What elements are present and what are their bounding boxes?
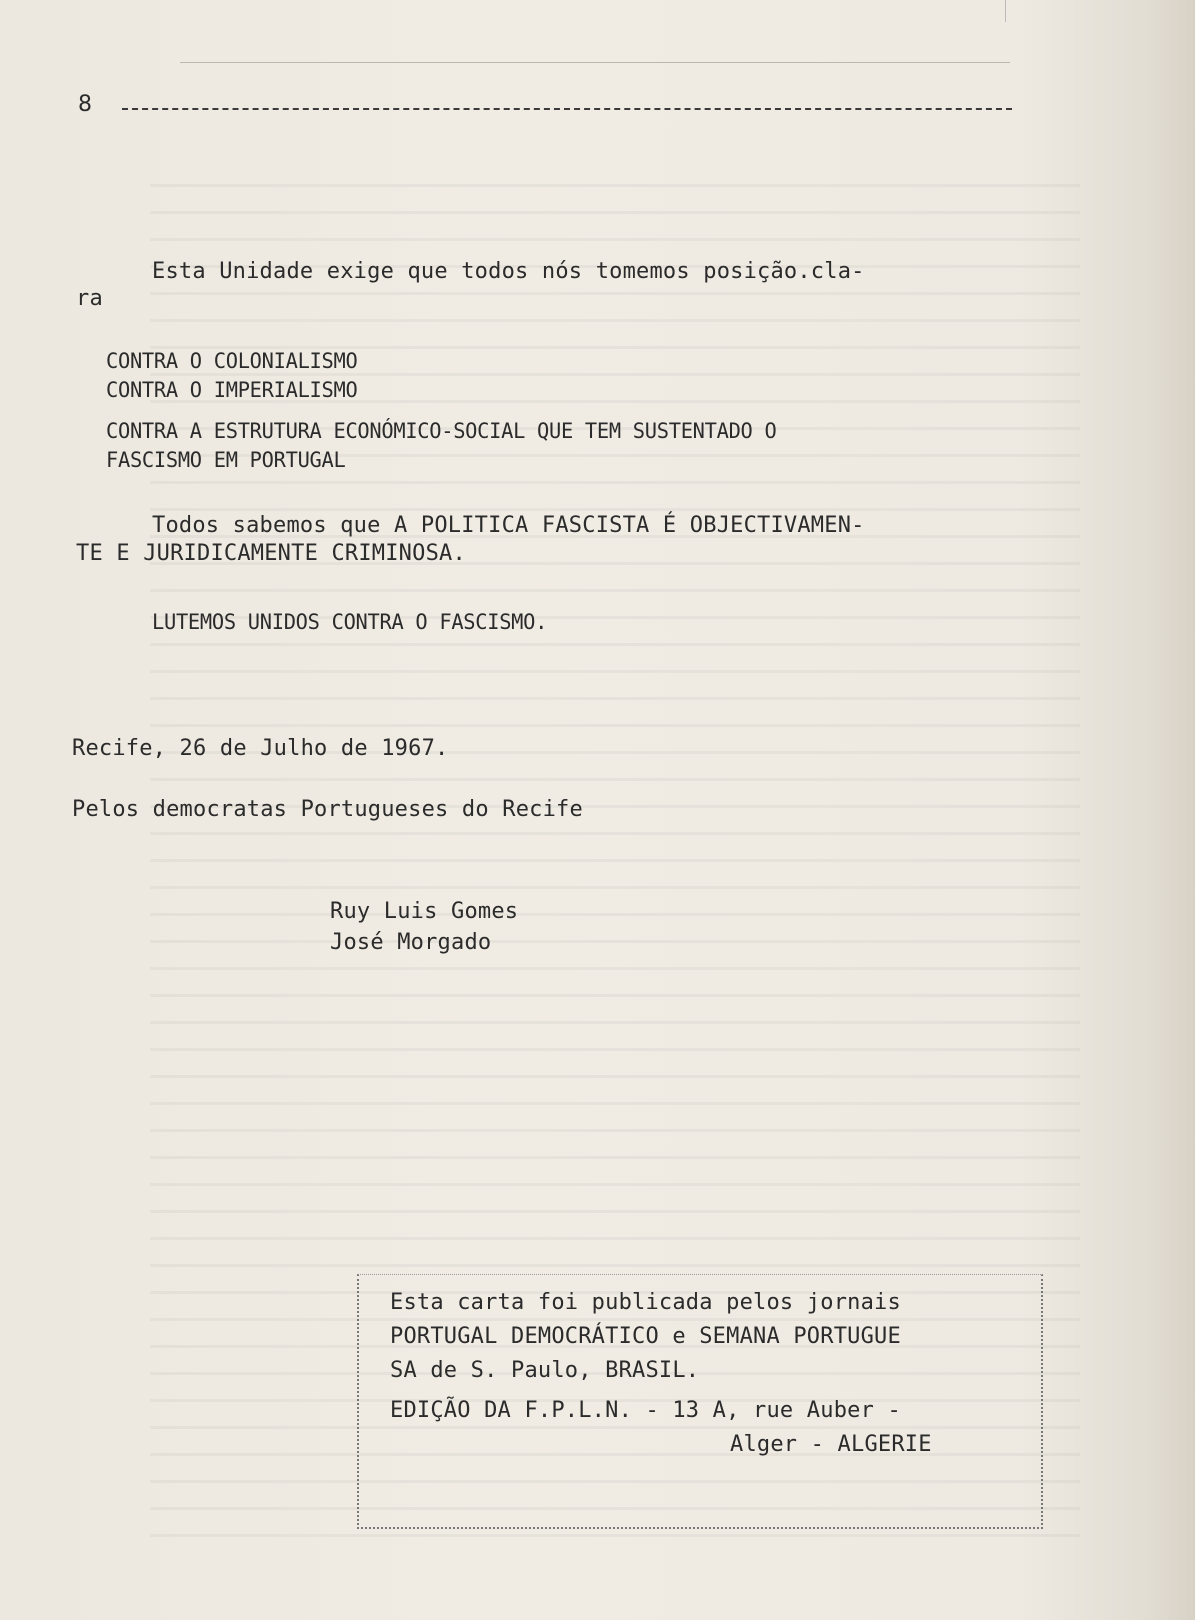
header-rule: [122, 108, 1012, 110]
slogan: LUTEMOS UNIDOS CONTRA O FASCISMO.: [152, 610, 548, 634]
against-item: CONTRA O IMPERIALISMO: [106, 378, 358, 402]
statement-line-2: TE E JURIDICAMENTE CRIMINOSA.: [76, 541, 466, 566]
top-rule: [180, 62, 1010, 63]
publication-note-line: Alger - ALGERIE: [730, 1432, 932, 1457]
signed-by: Pelos democratas Portugueses do Recife: [72, 797, 583, 822]
statement-line-1: Todos sabemos que A POLITICA FASCISTA É OBJECTIVAMEN-: [152, 513, 865, 538]
publication-note-line: Esta carta foi publicada pelos jornais: [390, 1290, 901, 1315]
against-item: CONTRA A ESTRUTURA ECONÓMICO-SOCIAL QUE TEM SUSTENTADO O: [106, 419, 777, 443]
against-item: CONTRA O COLONIALISMO: [106, 349, 358, 373]
publication-note-line: PORTUGAL DEMOCRÁTICO e SEMANA PORTUGUE: [390, 1324, 901, 1349]
intro-line-2: ra: [76, 286, 103, 311]
place-date: Recife, 26 de Julho de 1967.: [72, 736, 449, 761]
signatory: José Morgado: [330, 930, 492, 955]
signatory: Ruy Luis Gomes: [330, 899, 519, 924]
publication-note-line: SA de S. Paulo, BRASIL.: [390, 1358, 700, 1383]
publication-note-line: EDIÇÃO DA F.P.L.N. - 13 A, rue Auber -: [390, 1398, 901, 1423]
margin-mark: [1005, 0, 1006, 22]
page-number: 8: [78, 92, 92, 117]
against-item: FASCISMO EM PORTUGAL: [106, 448, 346, 472]
intro-line-1: Esta Unidade exige que todos nós tomemos posição.cla-: [152, 259, 865, 284]
